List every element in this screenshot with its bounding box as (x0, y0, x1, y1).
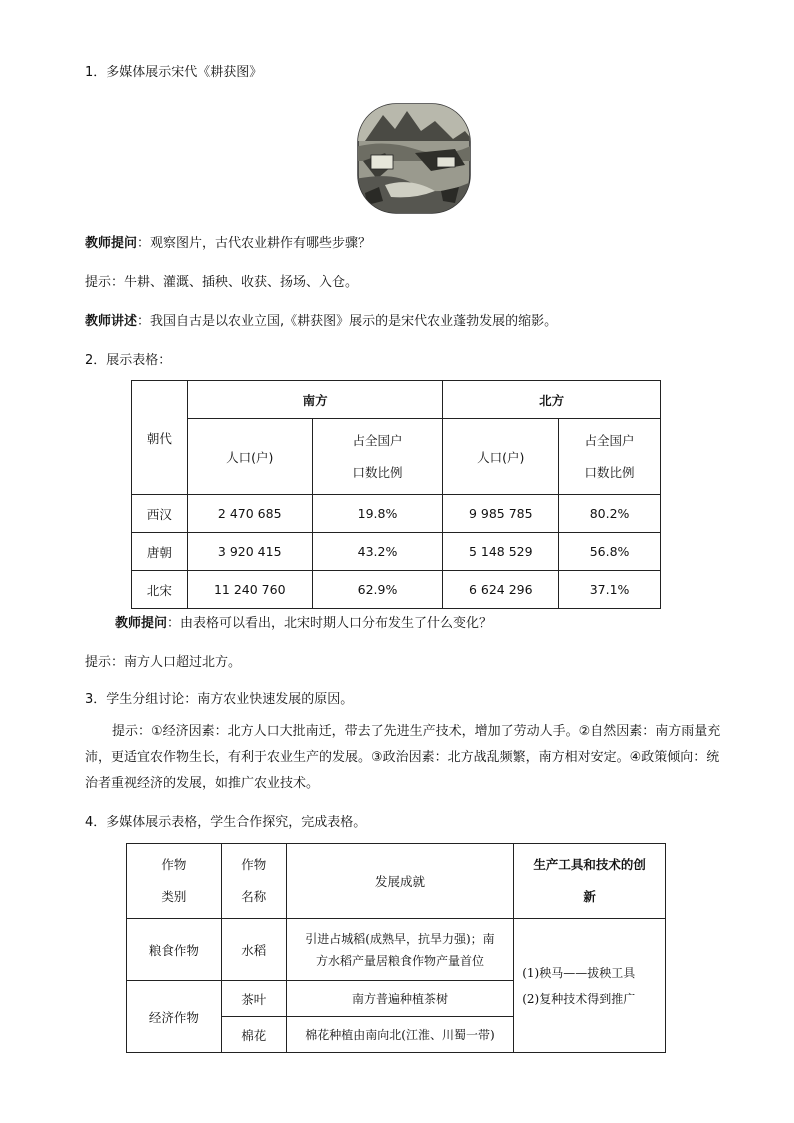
section4-heading: 4．多媒体展示表格，学生合作探究，完成表格。 (85, 815, 367, 830)
name-header (221, 844, 286, 919)
south-header: 南方 (187, 381, 443, 419)
category-header (127, 844, 222, 919)
question-label: 教师提问 (85, 236, 138, 251)
north-pop-cell: 5 148 529 (443, 533, 559, 571)
teacher-talk (85, 310, 557, 329)
hint-1: 提示：牛耕、灌溉、插秧、收获、扬场、入仓。 (85, 275, 359, 290)
tea-achievement-cell: 南方普遍种植茶树 (286, 981, 514, 1017)
north-header: 北方 (443, 381, 661, 419)
ratio-line1: 占全国户 (584, 432, 635, 448)
cash-category-cell: 经济作物 (127, 981, 222, 1053)
dynasty-header: 朝代 (132, 381, 188, 495)
text-line: (1)秧马——拔秧工具 (522, 965, 636, 980)
achievement-header: 发展成就 (286, 844, 514, 919)
question-text: ：观察图片，古代农业耕作有哪些步骤？ (137, 236, 372, 251)
population-table (131, 380, 661, 609)
header-line: 作物 (241, 857, 267, 872)
question-text: ：由表格可以看出，北宋时期人口分布发生了什么变化？ (167, 616, 493, 631)
section3-heading: 3．学生分组讨论：南方农业快速发展的原因。 (85, 692, 354, 707)
north-pop-header: 人口(户) (443, 419, 559, 495)
south-ratio-cell: 62.9% (312, 571, 443, 609)
question-label: 教师提问 (115, 616, 168, 631)
north-ratio-header (559, 419, 661, 495)
rice-achievement-cell (286, 919, 514, 981)
header-line: 生产工具和技术的创 (533, 857, 646, 872)
table-row (132, 495, 661, 533)
dynasty-cell: 唐朝 (132, 533, 188, 571)
dynasty-cell: 北宋 (132, 571, 188, 609)
table-row (127, 919, 666, 981)
text-line: 方水稻产量居粮食作物产量首位 (315, 953, 484, 968)
hint-3-line3: 治者重视经济的发展，如推广农业技术。 (85, 776, 320, 791)
talk-label: 教师讲述 (85, 314, 138, 329)
header-line: 新 (583, 889, 596, 904)
ratio-line2: 口数比例 (584, 464, 635, 480)
south-pop-header: 人口(户) (187, 419, 312, 495)
tools-cell (514, 919, 666, 1053)
rice-cell: 水稻 (221, 919, 286, 981)
dynasty-cell: 西汉 (132, 495, 188, 533)
south-pop-cell: 3 920 415 (187, 533, 312, 571)
talk-text: ：我国自古是以农业立国,《耕获图》展示的是宋代农业蓬勃发展的缩影。 (137, 314, 558, 329)
north-ratio-cell: 37.1% (559, 571, 661, 609)
header-line: 类别 (161, 889, 187, 904)
hint-3-line2: 沛，更适宜农作物生长，有利于农业生产的发展。③政治因素：北方战乱频繁，南方相对安定。④政策倾向：统 (85, 750, 720, 765)
north-ratio-cell: 56.8% (559, 533, 661, 571)
cotton-achievement-cell: 棉花种植由南向北(江淮、川蜀一带) (286, 1017, 514, 1053)
north-pop-cell: 6 624 296 (443, 571, 559, 609)
ratio-line1: 占全国户 (352, 432, 403, 448)
south-pop-cell: 2 470 685 (187, 495, 312, 533)
south-ratio-cell: 43.2% (312, 533, 443, 571)
cotton-cell: 棉花 (221, 1017, 286, 1053)
hint-2: 提示：南方人口超过北方。 (85, 655, 242, 670)
painting-image (355, 101, 473, 216)
tea-cell: 茶叶 (221, 981, 286, 1017)
text-line: 引进占城稻(成熟早，抗旱力强)；南 (305, 931, 495, 946)
south-pop-cell: 11 240 760 (187, 571, 312, 609)
section2-heading: 2．展示表格： (85, 353, 172, 368)
hint-3-line1: 提示：①经济因素：北方人口大批南迁，带去了先进生产技术，增加了劳动人手。②自然因素：南方雨量充 (112, 724, 721, 739)
teacher-question-2 (115, 612, 492, 631)
south-ratio-header (312, 419, 443, 495)
north-pop-cell: 9 985 785 (443, 495, 559, 533)
teacher-question-1 (85, 232, 371, 251)
header-line: 作物 (161, 857, 187, 872)
north-ratio-cell: 80.2% (559, 495, 661, 533)
header-line: 名称 (241, 889, 267, 904)
text-line: (2)复种技术得到推广 (522, 991, 636, 1006)
tools-header (514, 844, 666, 919)
ratio-line2: 口数比例 (352, 464, 403, 480)
table-row (132, 571, 661, 609)
south-ratio-cell: 19.8% (312, 495, 443, 533)
section1-heading: 1．多媒体展示宋代《耕获图》 (85, 65, 263, 80)
table-row (132, 533, 661, 571)
crops-table (126, 843, 666, 1053)
grain-category-cell: 粮食作物 (127, 919, 222, 981)
